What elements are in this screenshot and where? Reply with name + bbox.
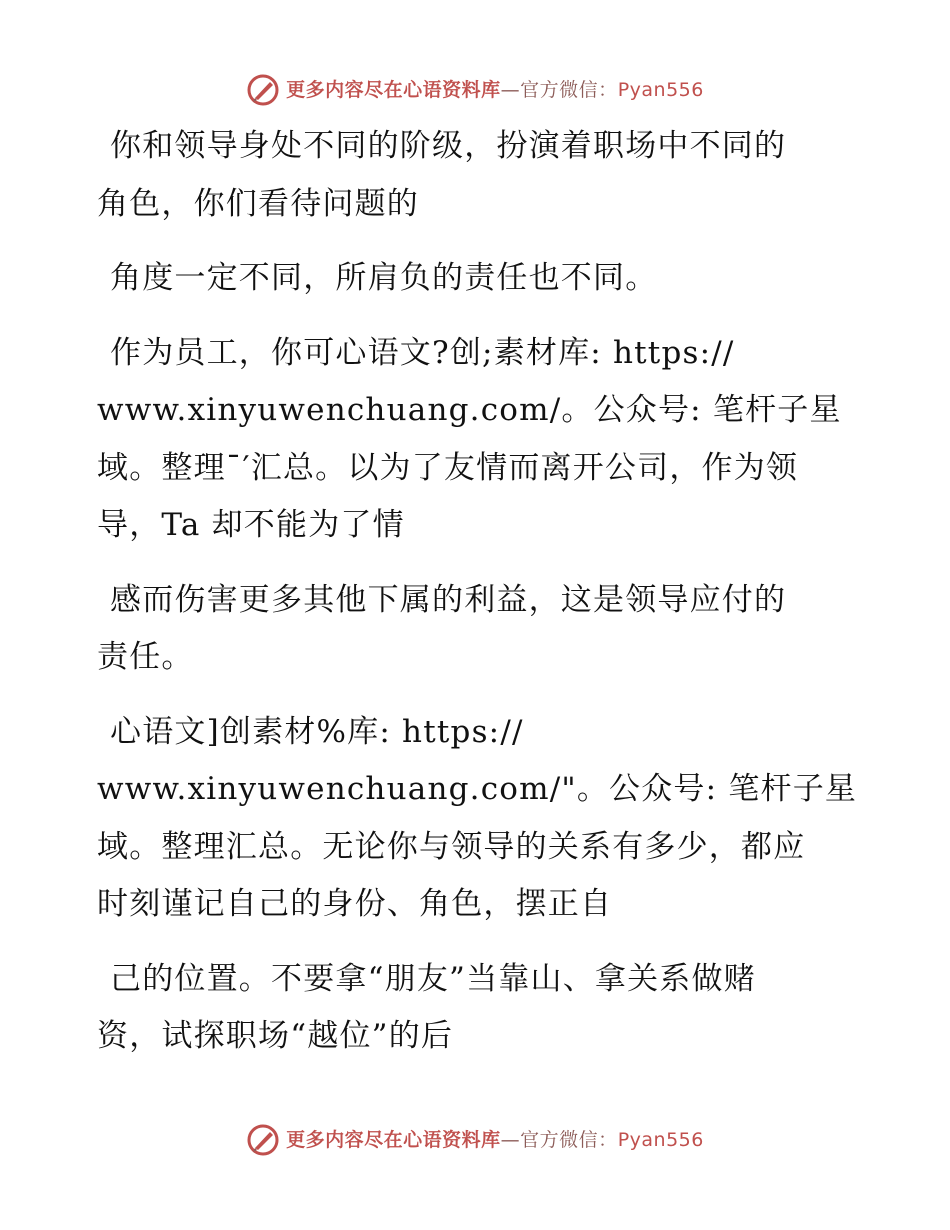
text-line: 作为员工，你可心语文?创;素材库: https://	[110, 334, 735, 371]
header-separator: —	[500, 79, 521, 101]
text-line: 责任。	[97, 639, 194, 675]
header-brand: 更多内容尽在心语资料库	[286, 79, 501, 101]
text-line: 角色，你们看待问题的	[97, 185, 419, 222]
text-line: 你和领导身处不同的阶级，扮演着职场中不同的	[110, 128, 787, 164]
text-line: 域。整理汇总。无论你与领导的关系有多少，都应	[97, 828, 806, 865]
quill-pen-logo-icon	[246, 73, 280, 107]
text-line: 资，试探职场“越位”的后	[97, 1018, 454, 1054]
quill-pen-logo-icon	[246, 1123, 280, 1157]
paragraph-3	[97, 325, 857, 555]
text-line: www.xinyuwenchuang.com/。公众号: 笔杆子星	[97, 392, 842, 428]
header-wechat-label: 官方微信：	[520, 79, 618, 101]
paragraph-4	[97, 572, 857, 687]
header-text	[286, 70, 704, 110]
text-line: 域。整理¯′汇总。以为了友情而离开公司，作为领	[97, 449, 799, 486]
footer-wechat-label: 官方微信：	[520, 1129, 618, 1151]
text-line: 时刻谨记自己的身份、角色，摆正自	[97, 886, 613, 922]
text-line: 心语文]创素材%库: https://	[110, 713, 524, 750]
paragraph-5	[97, 704, 857, 934]
text-line: www.xinyuwenchuang.com/"。公众号: 笔杆子星	[97, 771, 858, 807]
footer-text	[286, 1120, 704, 1160]
footer-brand: 更多内容尽在心语资料库	[286, 1129, 501, 1151]
paragraph-6	[97, 951, 857, 1066]
footer-wechat-id: Pyan556	[617, 1129, 704, 1151]
header-banner	[0, 70, 950, 110]
paragraph-2	[97, 250, 857, 308]
text-line: 感而伤害更多其他下属的利益，这是领导应付的	[110, 581, 787, 618]
paragraph-1	[97, 118, 857, 233]
footer-separator: —	[500, 1129, 521, 1151]
text-line: 己的位置。不要拿“朋友”当靠山、拿关系做赌	[110, 960, 756, 997]
text-line: 角度一定不同，所肩负的责任也不同。	[110, 260, 658, 296]
footer-banner	[0, 1120, 950, 1160]
header-wechat-id: Pyan556	[617, 79, 704, 101]
text-line: 导，Ta 却不能为了情	[97, 507, 405, 543]
document-body	[97, 118, 857, 1083]
